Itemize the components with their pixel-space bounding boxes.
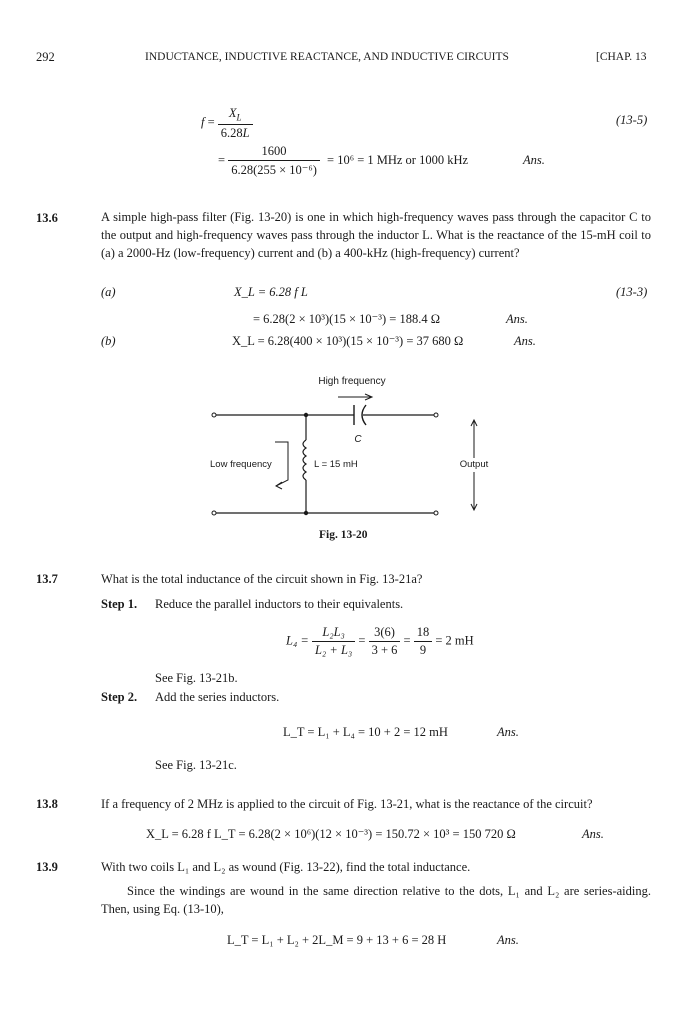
inductor-icon: [303, 415, 308, 515]
chapter-label: [CHAP. 13: [596, 51, 647, 63]
problem-text: With two coils L₁ and L₂ as wound (Fig. 13-22), find the total inductance.: [101, 860, 471, 874]
solution-text: Since the windings are wound in the same direction relative to the dots, L₁ and L₂ are series-aiding. Then, using Eq. (13-10),: [101, 884, 651, 916]
frac-numerator: 18: [416, 625, 430, 639]
part-label-a: (a): [101, 285, 116, 299]
answer-marker: Ans.: [523, 153, 545, 167]
figure-high-pass-filter: [200, 370, 500, 525]
equation-lt: L_T = L₁ + L₄ = 10 + 2 = 12 mH: [283, 725, 448, 739]
answer-marker: Ans.: [497, 933, 519, 947]
equals-sign: =: [403, 633, 411, 648]
answer-marker: Ans.: [582, 827, 604, 841]
frac-denominator: 9: [414, 641, 433, 658]
equation-xl-total: X_L = 6.28 f L_T = 6.28(2 × 10⁶)(12 × 10⁻³) = 150.72 × 10³ = 150 720 Ω: [146, 827, 516, 841]
step-text: Add the series inductors.: [155, 690, 280, 704]
frac-denominator: L₂ + L₃: [312, 641, 355, 658]
equation-xl: X_L = 6.28 f L: [234, 285, 308, 299]
figure-caption: Fig. 13-20: [319, 529, 368, 541]
problem-text: A simple high-pass filter (Fig. 13-20) is one in which high-frequency waves pass through the capacitor C to the output and high-frequency waves pass through the inductor L. What is the reactance of the 15-mH coil to (a) a 2000-Hz (low-frequency) current and (b) a 400-kHz (high-frequency) current?: [101, 210, 651, 260]
formula-f-value: = $\frac{1600}{\text{6.28(255 × 10⁻⁶)}}$ = 10⁶ = 1 MHz or 1000 kHz: [218, 144, 469, 177]
equation-ref: (13-5): [616, 113, 648, 127]
capacitor-label: C: [354, 434, 362, 445]
high-frequency-label: High frequency: [318, 376, 386, 387]
frac-numerator: 3(6): [374, 625, 395, 639]
problem-number: 13.9: [36, 860, 58, 874]
step-text: Reduce the parallel inductors to their equivalents.: [155, 597, 404, 611]
problem-number: 13.8: [36, 797, 58, 811]
frac-denominator: 3 + 6: [369, 641, 401, 658]
part-label-b: (b): [101, 334, 116, 348]
frac-denominator: 6.28(255 × 10⁻⁶): [228, 160, 320, 178]
answer-marker: Ans.: [506, 312, 528, 326]
formula-result: = 10⁶ = 1 MHz or 1000 kHz: [327, 152, 469, 167]
page-number: 292: [36, 50, 55, 64]
problem-text: What is the total inductance of the circuit shown in Fig. 13-21a?: [101, 572, 423, 586]
problem-number: 13.7: [36, 572, 58, 586]
arrow-right-icon: [338, 394, 372, 400]
formula-result: = 2 mH: [435, 633, 474, 648]
answer-marker: Ans.: [497, 725, 519, 739]
formula-f: f = $\frac{X_L}{6.28L}$: [201, 106, 253, 141]
inductor-label: L = 15 mH: [314, 459, 358, 470]
figure-reference: See Fig. 13-21b.: [155, 671, 238, 685]
low-frequency-arrow-icon: [275, 442, 288, 489]
equation-xl-b: X_L = 6.28(400 × 10³)(15 × 10⁻³) = 37 680 Ω: [232, 334, 464, 348]
low-frequency-label: Low frequency: [210, 459, 272, 470]
running-title: INDUCTANCE, INDUCTIVE REACTANCE, AND INDUCTIVE CIRCUITS: [145, 51, 509, 63]
output-label: Output: [459, 459, 489, 470]
frac-numerator: L₂L₃: [322, 625, 345, 639]
step-label: Step 2.: [101, 690, 138, 704]
top-wire: [212, 413, 438, 417]
formula-l4: [286, 625, 474, 658]
bottom-wire: [212, 511, 438, 515]
problem-text: If a frequency of 2 MHz is applied to the circuit of Fig. 13-21, what is the reactance of the circuit?: [101, 797, 593, 811]
equation-lt-mutual: L_T = L₁ + L₂ + 2L_M = 9 + 13 + 6 = 28 H: [227, 933, 447, 947]
answer-marker: Ans.: [514, 334, 536, 348]
equation-xl-a: = 6.28(2 × 10³)(15 × 10⁻³) = 188.4 Ω: [253, 312, 440, 326]
figure-reference: See Fig. 13-21c.: [155, 758, 237, 772]
frac-numerator: 1600: [261, 144, 287, 158]
equation-ref: (13-3): [616, 285, 648, 299]
problem-number: 13.6: [36, 211, 58, 225]
step-label: Step 1.: [101, 597, 138, 611]
formula-lhs: L₄ =: [286, 633, 309, 648]
equals-sign: =: [358, 633, 366, 648]
